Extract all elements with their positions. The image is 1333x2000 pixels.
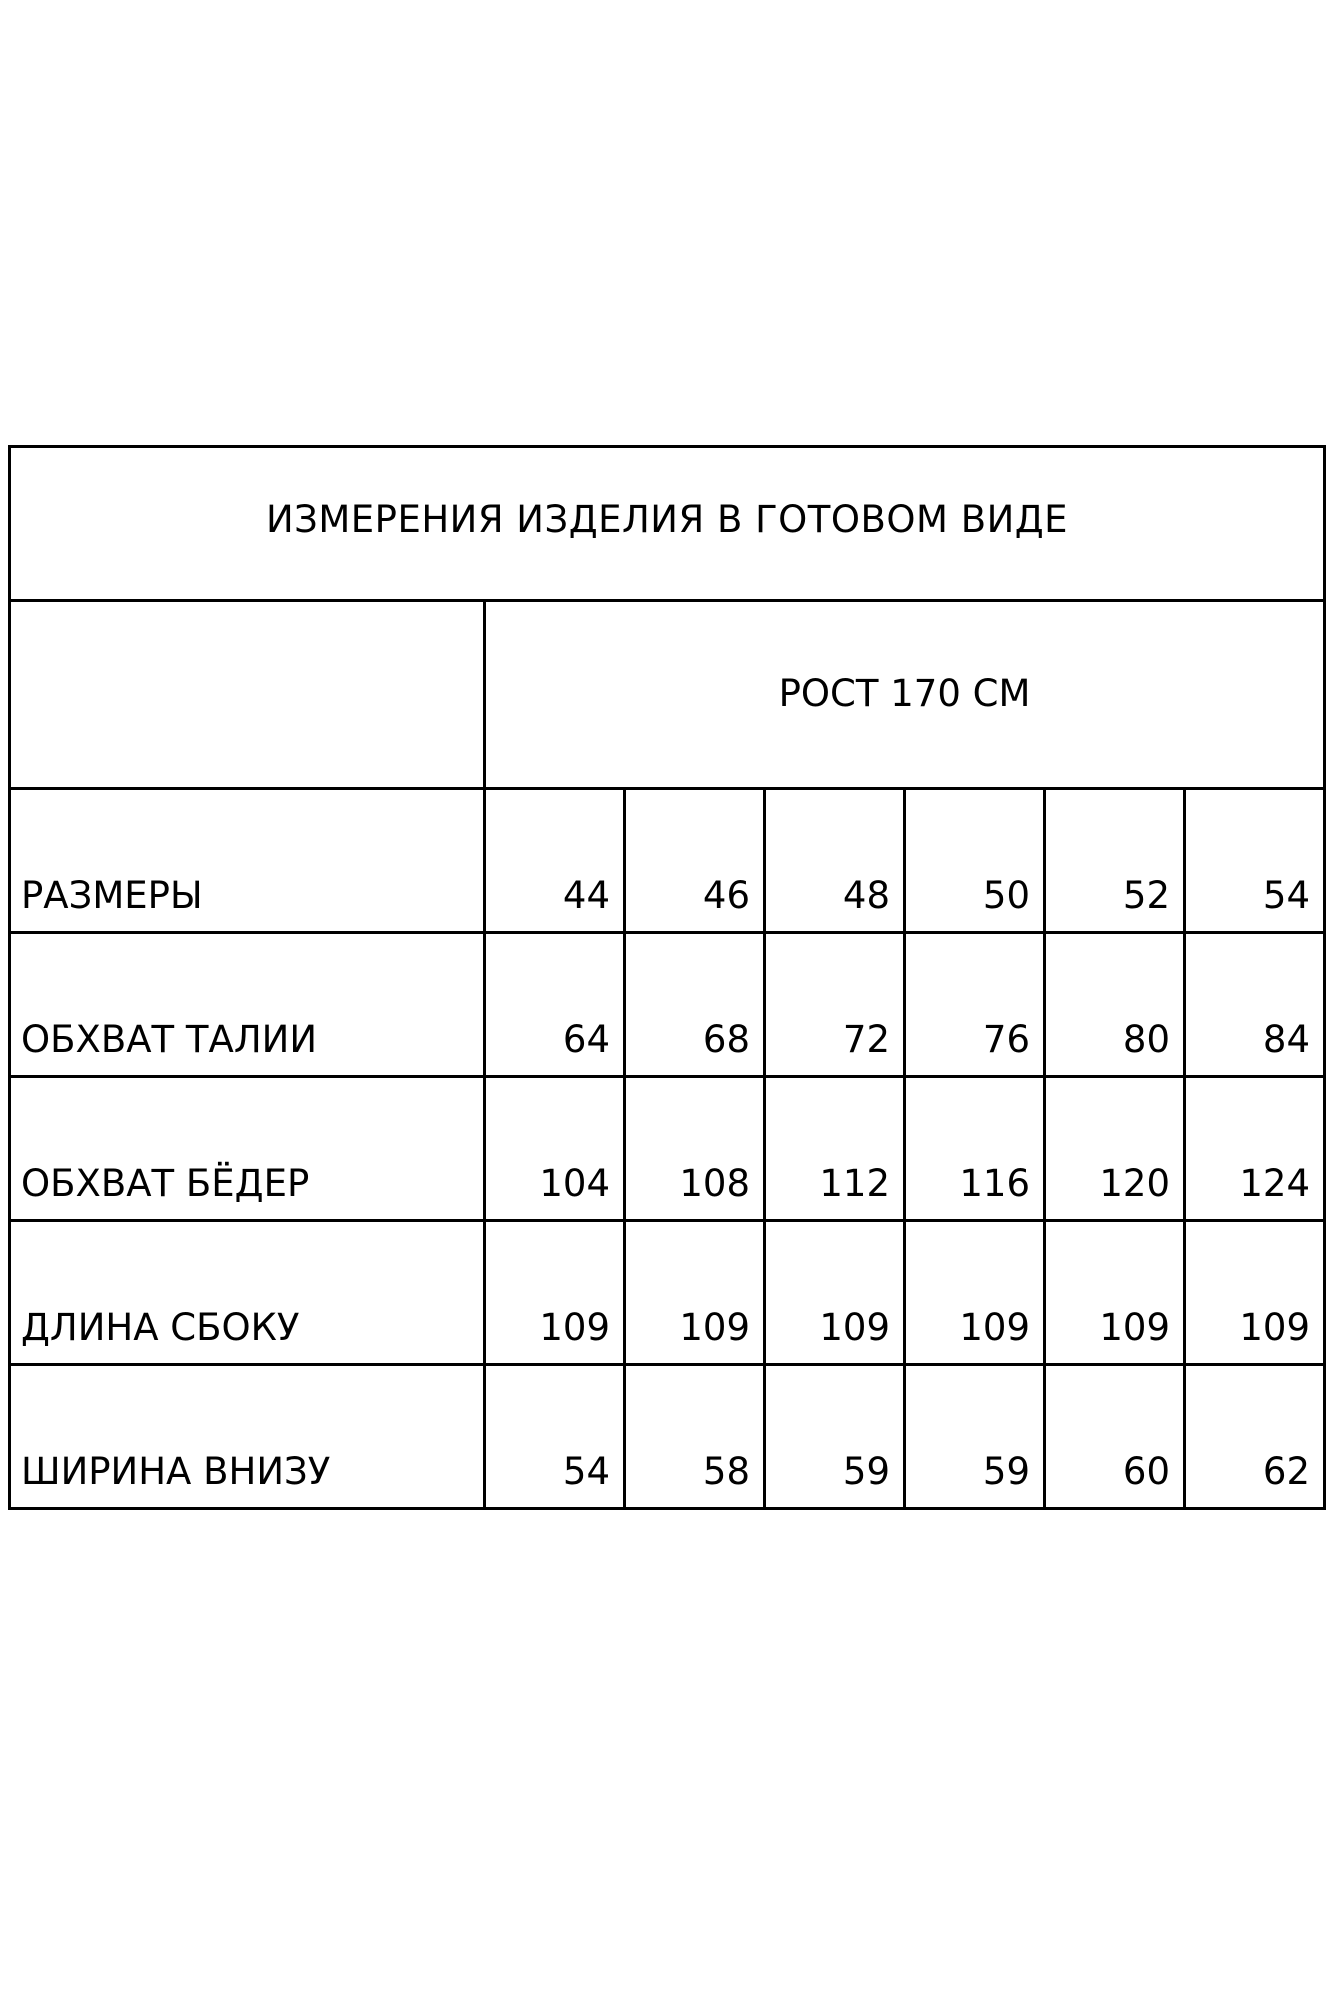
- measurements-table-wrapper: [8, 445, 1323, 1510]
- cell-value: 124: [1185, 1077, 1325, 1221]
- table-row-sizes: [10, 789, 1325, 933]
- cell-value: 60: [1045, 1365, 1185, 1509]
- cell-value: 76: [905, 933, 1045, 1077]
- table-row: [10, 1365, 1325, 1509]
- cell-value: 108: [625, 1077, 765, 1221]
- cell-value: 62: [1185, 1365, 1325, 1509]
- table-title: ИЗМЕРЕНИЯ ИЗДЕЛИЯ В ГОТОВОМ ВИДЕ: [10, 447, 1325, 601]
- cell-value: 109: [1185, 1221, 1325, 1365]
- cell-value: 104: [485, 1077, 625, 1221]
- table-row: [10, 933, 1325, 1077]
- table-row: [10, 1077, 1325, 1221]
- size-value: 48: [765, 789, 905, 933]
- cell-value: 109: [485, 1221, 625, 1365]
- row-label-side-length: ДЛИНА СБОКУ: [10, 1221, 485, 1365]
- row-label-waist: ОБХВАТ ТАЛИИ: [10, 933, 485, 1077]
- table-row: [10, 1221, 1325, 1365]
- cell-value: 80: [1045, 933, 1185, 1077]
- size-value: 46: [625, 789, 765, 933]
- cell-value: 58: [625, 1365, 765, 1509]
- cell-value: 64: [485, 933, 625, 1077]
- cell-value: 84: [1185, 933, 1325, 1077]
- cell-value: 109: [765, 1221, 905, 1365]
- cell-value: 109: [625, 1221, 765, 1365]
- measurements-table: [8, 445, 1326, 1510]
- cell-value: 112: [765, 1077, 905, 1221]
- row-label-hips: ОБХВАТ БЁДЕР: [10, 1077, 485, 1221]
- row-label-sizes: РАЗМЕРЫ: [10, 789, 485, 933]
- cell-value: 72: [765, 933, 905, 1077]
- cell-value: 68: [625, 933, 765, 1077]
- cell-value: 120: [1045, 1077, 1185, 1221]
- cell-value: 59: [905, 1365, 1045, 1509]
- size-value: 52: [1045, 789, 1185, 933]
- table-row-title: [10, 447, 1325, 601]
- table-row-height: [10, 601, 1325, 789]
- size-value: 44: [485, 789, 625, 933]
- cell-value: 109: [1045, 1221, 1185, 1365]
- row-label-bottom-width: ШИРИНА ВНИЗУ: [10, 1365, 485, 1509]
- cell-value: 54: [485, 1365, 625, 1509]
- cell-value: 109: [905, 1221, 1045, 1365]
- height-header-cell: РОСТ 170 СМ: [485, 601, 1325, 789]
- empty-corner-cell: [10, 601, 485, 789]
- cell-value: 59: [765, 1365, 905, 1509]
- cell-value: 116: [905, 1077, 1045, 1221]
- size-value: 50: [905, 789, 1045, 933]
- size-value: 54: [1185, 789, 1325, 933]
